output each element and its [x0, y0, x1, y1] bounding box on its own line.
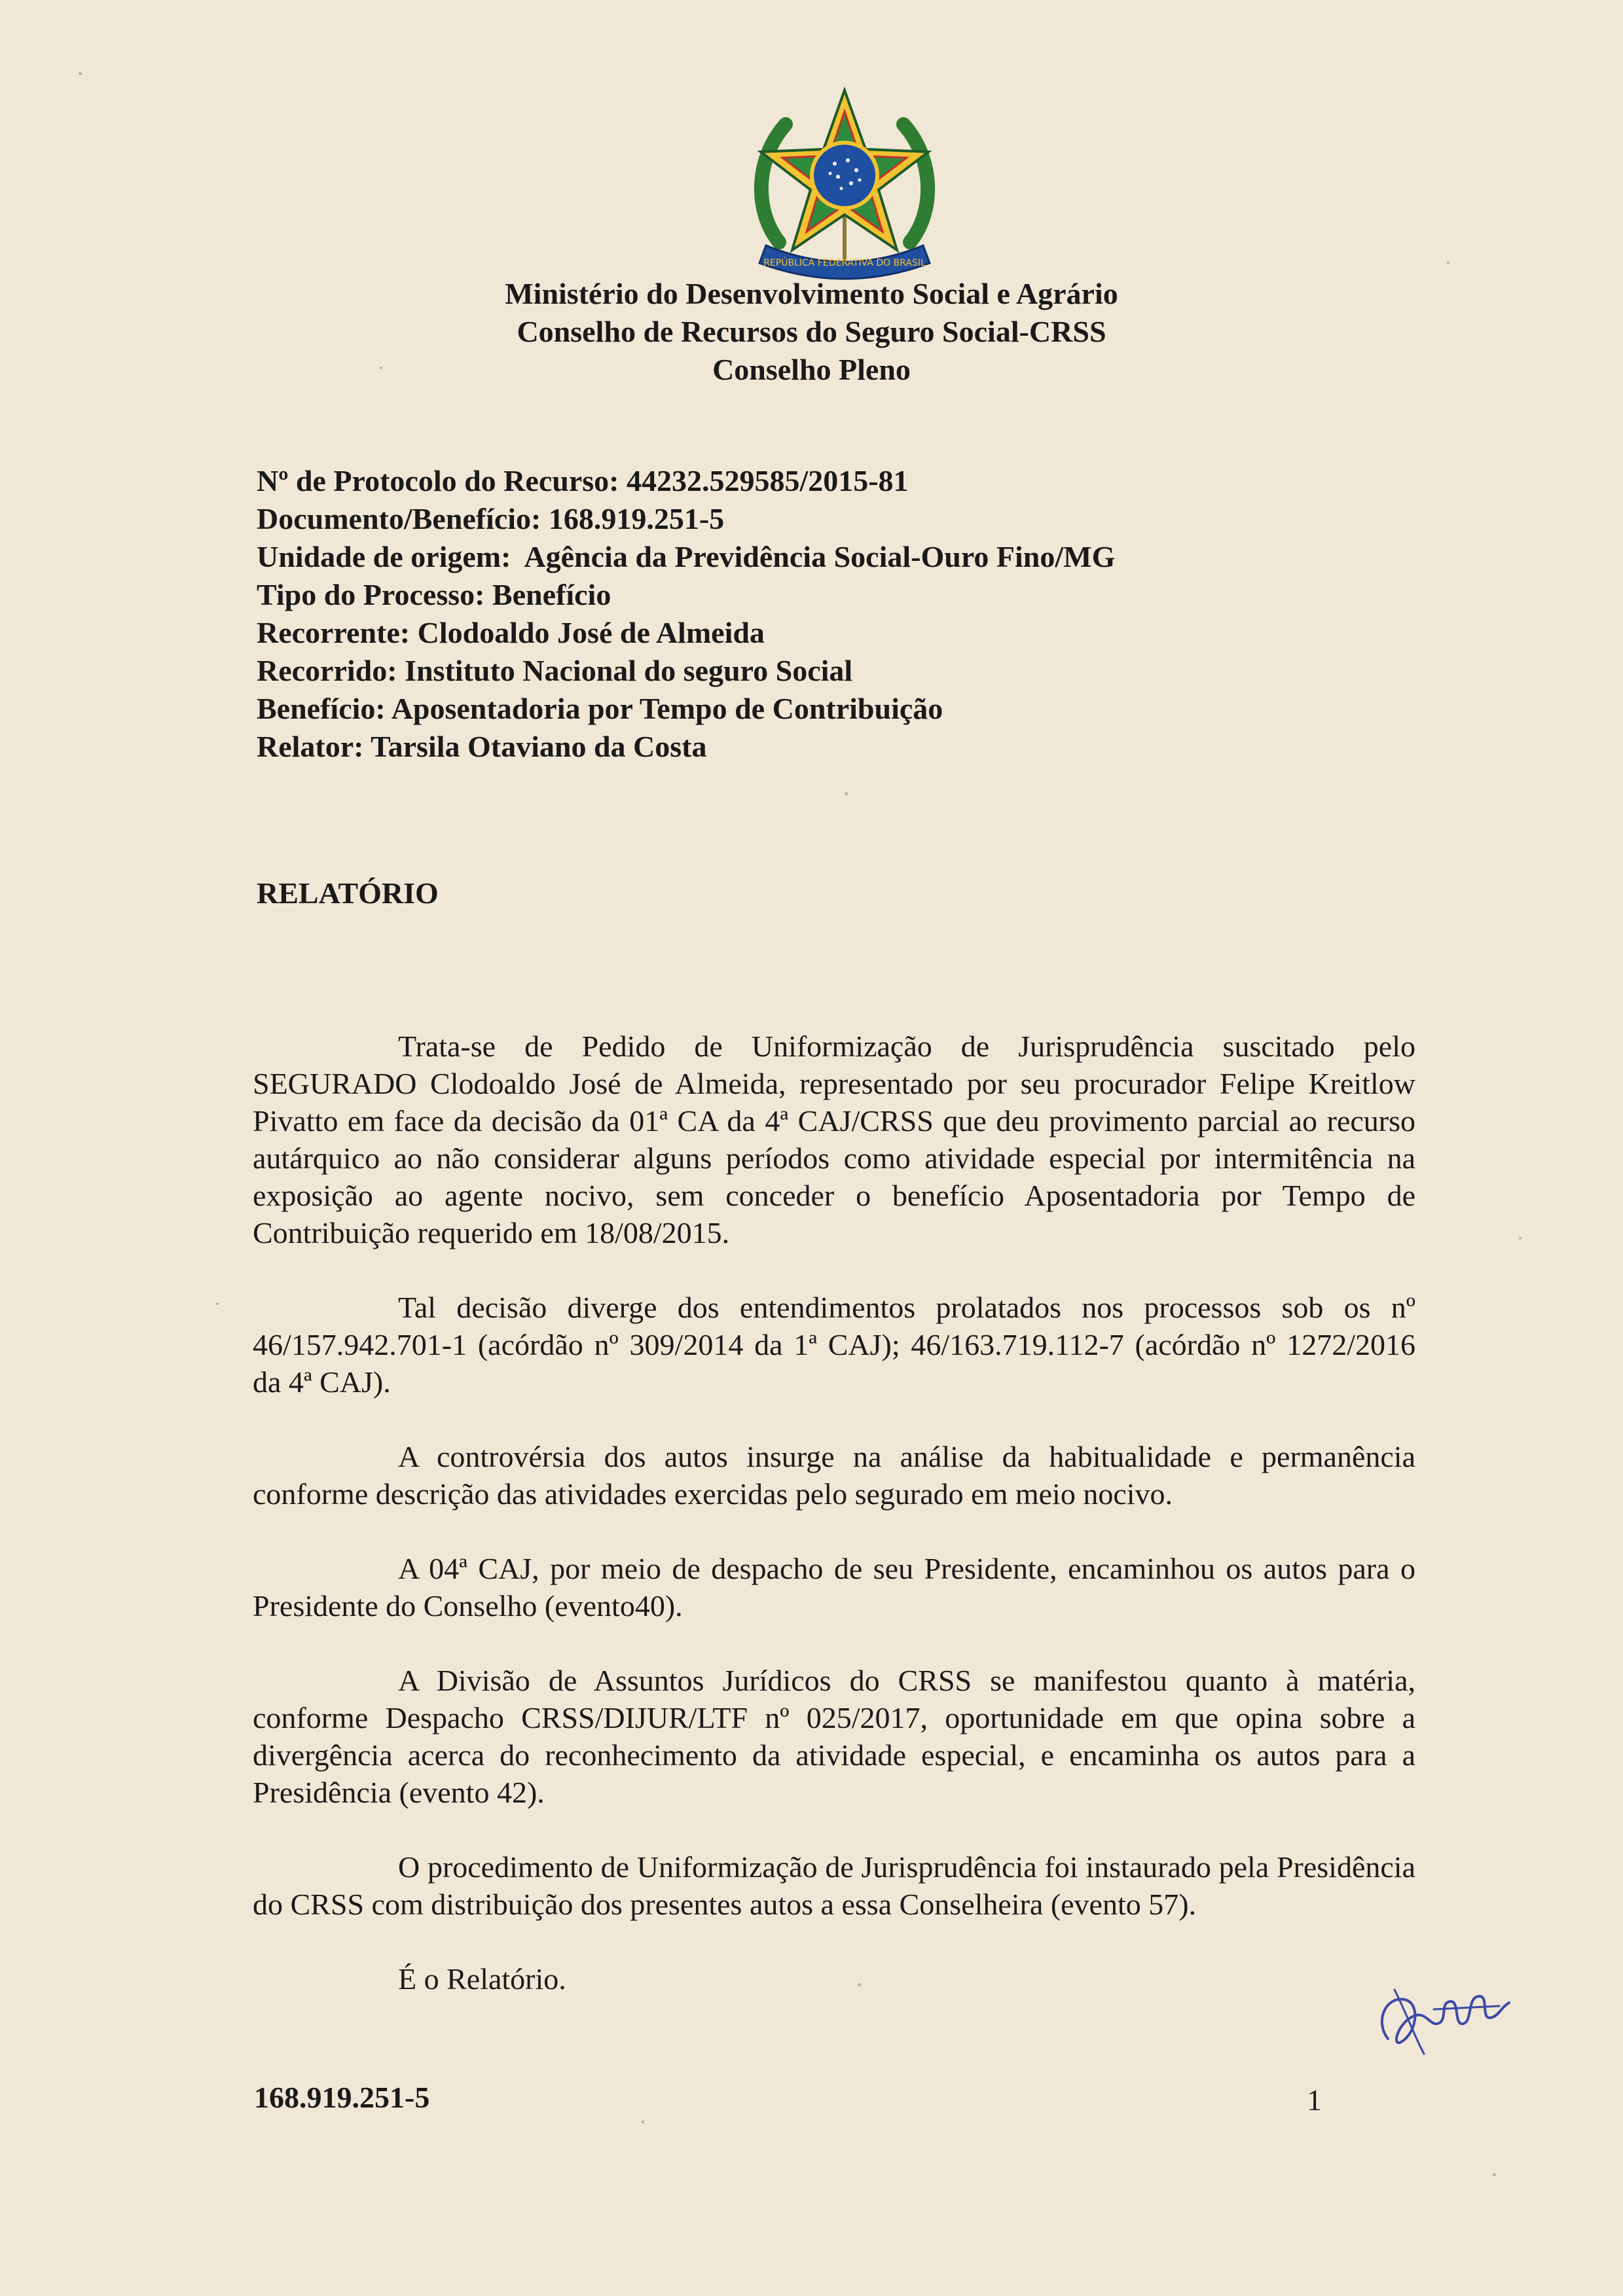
case-metadata — [257, 462, 1115, 766]
institution-header — [0, 275, 1623, 389]
closing-statement: É o Relatório. — [398, 1962, 566, 1996]
origin-unit — [257, 538, 1115, 576]
respondent: Recorrido: Instituto Nacional do seguro Social — [257, 654, 853, 687]
brazil-coat-of-arms-emblem — [740, 79, 949, 288]
protocol-number: Nº de Protocolo do Recurso: 44232.529585/2015-81 — [257, 464, 909, 497]
paragraph: Tal decisão diverge dos entendimentos prolatados nos processos sob os nº 46/157.942.701-1 (acórdão nº 309/2014 da 1ª CAJ); 46/163.719.112-7 (acórdão nº 1272/2016 da 4ª CAJ). — [253, 1291, 1415, 1399]
paper-speck — [845, 792, 848, 795]
document-benefit-number: Documento/Benefício: 168.919.251-5 — [257, 502, 725, 535]
handwritten-initials-signature — [1368, 1977, 1519, 2062]
paper-speck — [216, 1302, 219, 1305]
council-plenary: Conselho Pleno — [712, 353, 911, 386]
paragraph: Trata-se de Pedido de Uniformização de Jurisprudência suscitado pelo SEGURADO Clodoaldo José de Almeida, representado por seu procurador Felipe Kreitlow Pivatto em face da decisão da 01ª CA da 4ª CAJ/CRSS que deu provimento parcial ao recurso autárquico ao não considerar alguns períodos como atividade especial por intermitência na exposição ao agente nocivo, sem conceder o benefício Aposentadoria por Tempo de Contribuição requerido em 18/08/2015. — [253, 1030, 1415, 1249]
rapporteur: Relator: Tarsila Otaviano da Costa — [257, 730, 707, 763]
emblem-ribbon-text: REPÚBLICA FEDERATIVA DO BRASIL — [763, 258, 926, 268]
section-title: RELATÓRIO — [257, 876, 439, 910]
council-name: Conselho de Recursos do Seguro Social-CRSS — [517, 315, 1106, 348]
paper-speck — [1493, 2173, 1496, 2176]
appellant: Recorrente: Clodoaldo José de Almeida — [257, 616, 765, 649]
benefit-type: Benefício: Aposentadoria por Tempo de Contribuição — [257, 692, 943, 725]
footer-document-number: 168.919.251-5 — [254, 2081, 430, 2114]
paper-speck — [1519, 1237, 1522, 1240]
paragraph: O procedimento de Uniformização de Jurisprudência foi instaurado pela Presidência do CRSS com distribuição dos presentes autos a essa Conselheira (evento 57). — [253, 1850, 1415, 1921]
paragraph: A 04ª CAJ, por meio de despacho de seu Presidente, encaminhou os autos para o Presidente do Conselho (evento40). — [253, 1552, 1415, 1623]
paragraph: A controvérsia dos autos insurge na análise da habitualidade e permanência conforme descrição das atividades exercidas pelo segurado em meio nocivo. — [253, 1440, 1415, 1511]
ministry-name: Ministério do Desenvolvimento Social e Agrário — [505, 277, 1118, 310]
page-number: 1 — [1307, 2083, 1322, 2117]
report-body — [253, 1028, 1415, 2035]
origin-unit-value: Agência da Previdência Social-Ouro Fino/MG — [524, 540, 1116, 573]
process-type: Tipo do Processo: Benefício — [257, 578, 611, 611]
paper-speck — [79, 72, 82, 75]
paragraph: A Divisão de Assuntos Jurídicos do CRSS se manifestou quanto à matéria, conforme Despacho CRSS/DIJUR/LTF nº 025/2017, oportunidade em que opina sobre a divergência acerca do reconhecimento da atividade especial, e encaminha os autos para a Presidência (evento 42). — [253, 1664, 1415, 1809]
origin-unit-label: Unidade de origem: — [257, 540, 511, 573]
paper-speck — [1447, 262, 1450, 264]
paper-speck — [642, 2121, 644, 2123]
